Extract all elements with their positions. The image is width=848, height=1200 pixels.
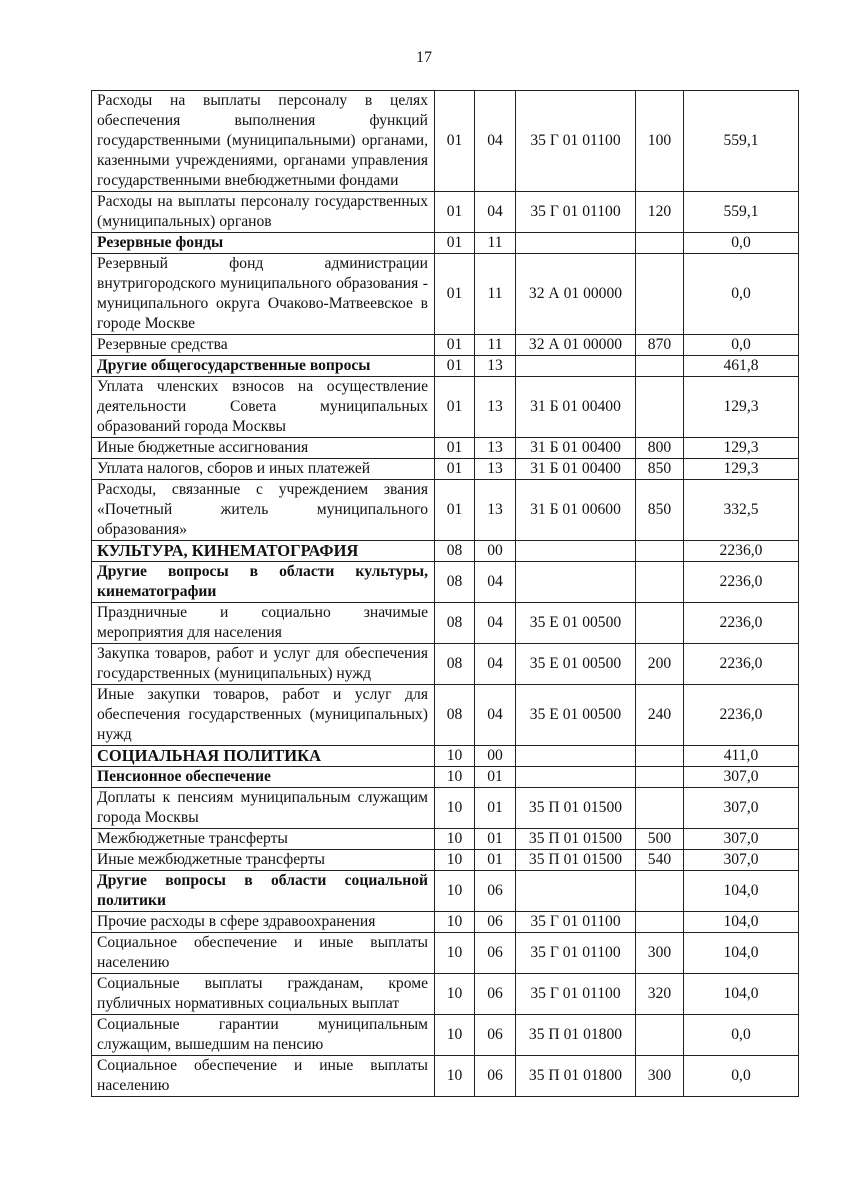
section-code-cell: 01 bbox=[435, 91, 475, 192]
section-code-cell: 01 bbox=[435, 480, 475, 541]
table-row bbox=[92, 1056, 799, 1097]
subsection-code-cell: 01 bbox=[475, 850, 516, 871]
amount-cell: 129,3 bbox=[684, 459, 799, 480]
amount-cell: 104,0 bbox=[684, 871, 799, 912]
table-row bbox=[92, 254, 799, 335]
table-row bbox=[92, 871, 799, 912]
section-code-cell: 10 bbox=[435, 746, 475, 767]
row-name-cell: Резервный фонд администрации внутригородского муниципального образования - муниципального округа Очаково-Матвеевское в городе Москве bbox=[92, 254, 435, 335]
expense-type-cell bbox=[636, 1015, 684, 1056]
amount-cell: 307,0 bbox=[684, 829, 799, 850]
row-name-cell: Доплаты к пенсиям муниципальным служащим города Москвы bbox=[92, 788, 435, 829]
expense-type-cell: 200 bbox=[636, 644, 684, 685]
section-code-cell: 08 bbox=[435, 562, 475, 603]
subsection-code-cell: 04 bbox=[475, 91, 516, 192]
row-name-cell: Уплата членских взносов на осуществление деятельности Совета муниципальных образований города Москвы bbox=[92, 377, 435, 438]
budget-table-body bbox=[92, 91, 799, 1097]
table-row bbox=[92, 438, 799, 459]
row-name-cell: Расходы на выплаты персоналу государственных (муниципальных) органов bbox=[92, 192, 435, 233]
expense-type-cell bbox=[636, 541, 684, 562]
target-article-cell: 35 Е 01 00500 bbox=[516, 685, 636, 746]
table-row bbox=[92, 233, 799, 254]
table-row bbox=[92, 746, 799, 767]
section-code-cell: 08 bbox=[435, 603, 475, 644]
table-row bbox=[92, 562, 799, 603]
row-name-cell: Иные закупки товаров, работ и услуг для обеспечения государственных (муниципальных) нужд bbox=[92, 685, 435, 746]
row-name-cell: Другие вопросы в области социальной политики bbox=[92, 871, 435, 912]
expense-type-cell: 500 bbox=[636, 829, 684, 850]
target-article-cell bbox=[516, 541, 636, 562]
subsection-code-cell: 13 bbox=[475, 438, 516, 459]
table-row bbox=[92, 377, 799, 438]
expense-type-cell bbox=[636, 603, 684, 644]
section-code-cell: 10 bbox=[435, 788, 475, 829]
amount-cell: 2236,0 bbox=[684, 541, 799, 562]
expense-type-cell bbox=[636, 788, 684, 829]
subsection-code-cell: 11 bbox=[475, 254, 516, 335]
amount-cell: 129,3 bbox=[684, 377, 799, 438]
subsection-code-cell: 04 bbox=[475, 685, 516, 746]
page-number: 17 bbox=[416, 49, 432, 66]
subsection-code-cell: 06 bbox=[475, 912, 516, 933]
amount-cell: 559,1 bbox=[684, 91, 799, 192]
row-name-cell: Другие общегосударственные вопросы bbox=[92, 356, 435, 377]
expense-type-cell bbox=[636, 746, 684, 767]
table-row bbox=[92, 335, 799, 356]
table-row bbox=[92, 829, 799, 850]
expense-type-cell: 850 bbox=[636, 480, 684, 541]
target-article-cell: 35 П 01 01500 bbox=[516, 850, 636, 871]
amount-cell: 2236,0 bbox=[684, 562, 799, 603]
expense-type-cell bbox=[636, 767, 684, 788]
row-name-cell: Прочие расходы в сфере здравоохранения bbox=[92, 912, 435, 933]
amount-cell: 104,0 bbox=[684, 933, 799, 974]
target-article-cell: 35 П 01 01500 bbox=[516, 829, 636, 850]
row-name-cell: Расходы, связанные с учреждением звания «Почетный житель муниципального образования» bbox=[92, 480, 435, 541]
expense-type-cell: 120 bbox=[636, 192, 684, 233]
amount-cell: 0,0 bbox=[684, 233, 799, 254]
table-row bbox=[92, 192, 799, 233]
row-name-cell: СОЦИАЛЬНАЯ ПОЛИТИКА bbox=[92, 746, 435, 767]
target-article-cell: 32 А 01 00000 bbox=[516, 335, 636, 356]
target-article-cell: 31 Б 01 00400 bbox=[516, 377, 636, 438]
target-article-cell: 31 Б 01 00400 bbox=[516, 438, 636, 459]
table-row bbox=[92, 974, 799, 1015]
subsection-code-cell: 06 bbox=[475, 933, 516, 974]
expense-type-cell bbox=[636, 871, 684, 912]
row-name-cell: Другие вопросы в области культуры, кинематографии bbox=[92, 562, 435, 603]
amount-cell: 307,0 bbox=[684, 767, 799, 788]
subsection-code-cell: 11 bbox=[475, 233, 516, 254]
expense-type-cell: 320 bbox=[636, 974, 684, 1015]
budget-table bbox=[91, 90, 799, 1097]
section-code-cell: 10 bbox=[435, 871, 475, 912]
target-article-cell bbox=[516, 356, 636, 377]
table-row bbox=[92, 912, 799, 933]
subsection-code-cell: 13 bbox=[475, 356, 516, 377]
subsection-code-cell: 04 bbox=[475, 562, 516, 603]
section-code-cell: 01 bbox=[435, 254, 475, 335]
table-row bbox=[92, 541, 799, 562]
amount-cell: 104,0 bbox=[684, 974, 799, 1015]
expense-type-cell bbox=[636, 356, 684, 377]
row-name-cell: Социальное обеспечение и иные выплаты населению bbox=[92, 1056, 435, 1097]
section-code-cell: 10 bbox=[435, 974, 475, 1015]
table-row bbox=[92, 767, 799, 788]
section-code-cell: 10 bbox=[435, 912, 475, 933]
target-article-cell bbox=[516, 767, 636, 788]
target-article-cell: 35 Г 01 01100 bbox=[516, 933, 636, 974]
subsection-code-cell: 06 bbox=[475, 1056, 516, 1097]
section-code-cell: 10 bbox=[435, 1056, 475, 1097]
section-code-cell: 10 bbox=[435, 767, 475, 788]
section-code-cell: 01 bbox=[435, 356, 475, 377]
table-row bbox=[92, 644, 799, 685]
target-article-cell: 32 А 01 00000 bbox=[516, 254, 636, 335]
row-name-cell: Резервные средства bbox=[92, 335, 435, 356]
table-row bbox=[92, 685, 799, 746]
amount-cell: 307,0 bbox=[684, 788, 799, 829]
subsection-code-cell: 13 bbox=[475, 480, 516, 541]
section-code-cell: 01 bbox=[435, 335, 475, 356]
section-code-cell: 08 bbox=[435, 644, 475, 685]
subsection-code-cell: 11 bbox=[475, 335, 516, 356]
target-article-cell: 35 Е 01 00500 bbox=[516, 603, 636, 644]
target-article-cell bbox=[516, 746, 636, 767]
expense-type-cell bbox=[636, 233, 684, 254]
row-name-cell: Резервные фонды bbox=[92, 233, 435, 254]
amount-cell: 2236,0 bbox=[684, 603, 799, 644]
target-article-cell: 31 Б 01 00400 bbox=[516, 459, 636, 480]
section-code-cell: 01 bbox=[435, 459, 475, 480]
expense-type-cell bbox=[636, 562, 684, 603]
section-code-cell: 10 bbox=[435, 850, 475, 871]
expense-type-cell: 100 bbox=[636, 91, 684, 192]
target-article-cell: 35 Е 01 00500 bbox=[516, 644, 636, 685]
row-name-cell: Закупка товаров, работ и услуг для обеспечения государственных (муниципальных) нужд bbox=[92, 644, 435, 685]
expense-type-cell bbox=[636, 254, 684, 335]
amount-cell: 0,0 bbox=[684, 1056, 799, 1097]
amount-cell: 332,5 bbox=[684, 480, 799, 541]
expense-type-cell: 850 bbox=[636, 459, 684, 480]
table-row bbox=[92, 933, 799, 974]
section-code-cell: 10 bbox=[435, 829, 475, 850]
expense-type-cell: 800 bbox=[636, 438, 684, 459]
target-article-cell: 35 П 01 01500 bbox=[516, 788, 636, 829]
section-code-cell: 08 bbox=[435, 541, 475, 562]
row-name-cell: Расходы на выплаты персоналу в целях обеспечения выполнения функций государственными (муниципальными) органами, казенными учреждениями, органами управления государственными внебюджетными фондами bbox=[92, 91, 435, 192]
table-row bbox=[92, 91, 799, 192]
section-code-cell: 01 bbox=[435, 233, 475, 254]
section-code-cell: 01 bbox=[435, 192, 475, 233]
expense-type-cell: 240 bbox=[636, 685, 684, 746]
amount-cell: 411,0 bbox=[684, 746, 799, 767]
row-name-cell: Иные бюджетные ассигнования bbox=[92, 438, 435, 459]
section-code-cell: 01 bbox=[435, 377, 475, 438]
target-article-cell bbox=[516, 871, 636, 912]
section-code-cell: 08 bbox=[435, 685, 475, 746]
row-name-cell: Социальные выплаты гражданам, кроме публичных нормативных социальных выплат bbox=[92, 974, 435, 1015]
subsection-code-cell: 01 bbox=[475, 767, 516, 788]
target-article-cell: 35 П 01 01800 bbox=[516, 1015, 636, 1056]
amount-cell: 559,1 bbox=[684, 192, 799, 233]
target-article-cell bbox=[516, 562, 636, 603]
table-row bbox=[92, 459, 799, 480]
target-article-cell: 35 Г 01 01100 bbox=[516, 91, 636, 192]
table-row bbox=[92, 603, 799, 644]
table-row bbox=[92, 788, 799, 829]
expense-type-cell: 300 bbox=[636, 1056, 684, 1097]
table-row bbox=[92, 480, 799, 541]
amount-cell: 129,3 bbox=[684, 438, 799, 459]
row-name-cell: Иные межбюджетные трансферты bbox=[92, 850, 435, 871]
section-code-cell: 10 bbox=[435, 933, 475, 974]
section-code-cell: 01 bbox=[435, 438, 475, 459]
row-name-cell: КУЛЬТУРА, КИНЕМАТОГРАФИЯ bbox=[92, 541, 435, 562]
amount-cell: 2236,0 bbox=[684, 685, 799, 746]
subsection-code-cell: 13 bbox=[475, 377, 516, 438]
amount-cell: 461,8 bbox=[684, 356, 799, 377]
target-article-cell: 35 Г 01 01100 bbox=[516, 912, 636, 933]
target-article-cell bbox=[516, 233, 636, 254]
row-name-cell: Социальное обеспечение и иные выплаты населению bbox=[92, 933, 435, 974]
subsection-code-cell: 13 bbox=[475, 459, 516, 480]
expense-type-cell: 300 bbox=[636, 933, 684, 974]
row-name-cell: Уплата налогов, сборов и иных платежей bbox=[92, 459, 435, 480]
expense-type-cell: 540 bbox=[636, 850, 684, 871]
subsection-code-cell: 00 bbox=[475, 541, 516, 562]
row-name-cell: Пенсионное обеспечение bbox=[92, 767, 435, 788]
subsection-code-cell: 01 bbox=[475, 829, 516, 850]
table-row bbox=[92, 1015, 799, 1056]
subsection-code-cell: 06 bbox=[475, 974, 516, 1015]
target-article-cell: 35 Г 01 01100 bbox=[516, 192, 636, 233]
table-row bbox=[92, 850, 799, 871]
subsection-code-cell: 04 bbox=[475, 644, 516, 685]
subsection-code-cell: 00 bbox=[475, 746, 516, 767]
table-row bbox=[92, 356, 799, 377]
target-article-cell: 31 Б 01 00600 bbox=[516, 480, 636, 541]
amount-cell: 307,0 bbox=[684, 850, 799, 871]
row-name-cell: Праздничные и социально значимые мероприятия для населения bbox=[92, 603, 435, 644]
row-name-cell: Социальные гарантии муниципальным служащим, вышедшим на пенсию bbox=[92, 1015, 435, 1056]
subsection-code-cell: 04 bbox=[475, 603, 516, 644]
expense-type-cell bbox=[636, 912, 684, 933]
subsection-code-cell: 04 bbox=[475, 192, 516, 233]
subsection-code-cell: 06 bbox=[475, 871, 516, 912]
target-article-cell: 35 П 01 01800 bbox=[516, 1056, 636, 1097]
expense-type-cell: 870 bbox=[636, 335, 684, 356]
target-article-cell: 35 Г 01 01100 bbox=[516, 974, 636, 1015]
amount-cell: 0,0 bbox=[684, 1015, 799, 1056]
subsection-code-cell: 01 bbox=[475, 788, 516, 829]
expense-type-cell bbox=[636, 377, 684, 438]
amount-cell: 0,0 bbox=[684, 254, 799, 335]
row-name-cell: Межбюджетные трансферты bbox=[92, 829, 435, 850]
amount-cell: 104,0 bbox=[684, 912, 799, 933]
amount-cell: 2236,0 bbox=[684, 644, 799, 685]
section-code-cell: 10 bbox=[435, 1015, 475, 1056]
amount-cell: 0,0 bbox=[684, 335, 799, 356]
subsection-code-cell: 06 bbox=[475, 1015, 516, 1056]
